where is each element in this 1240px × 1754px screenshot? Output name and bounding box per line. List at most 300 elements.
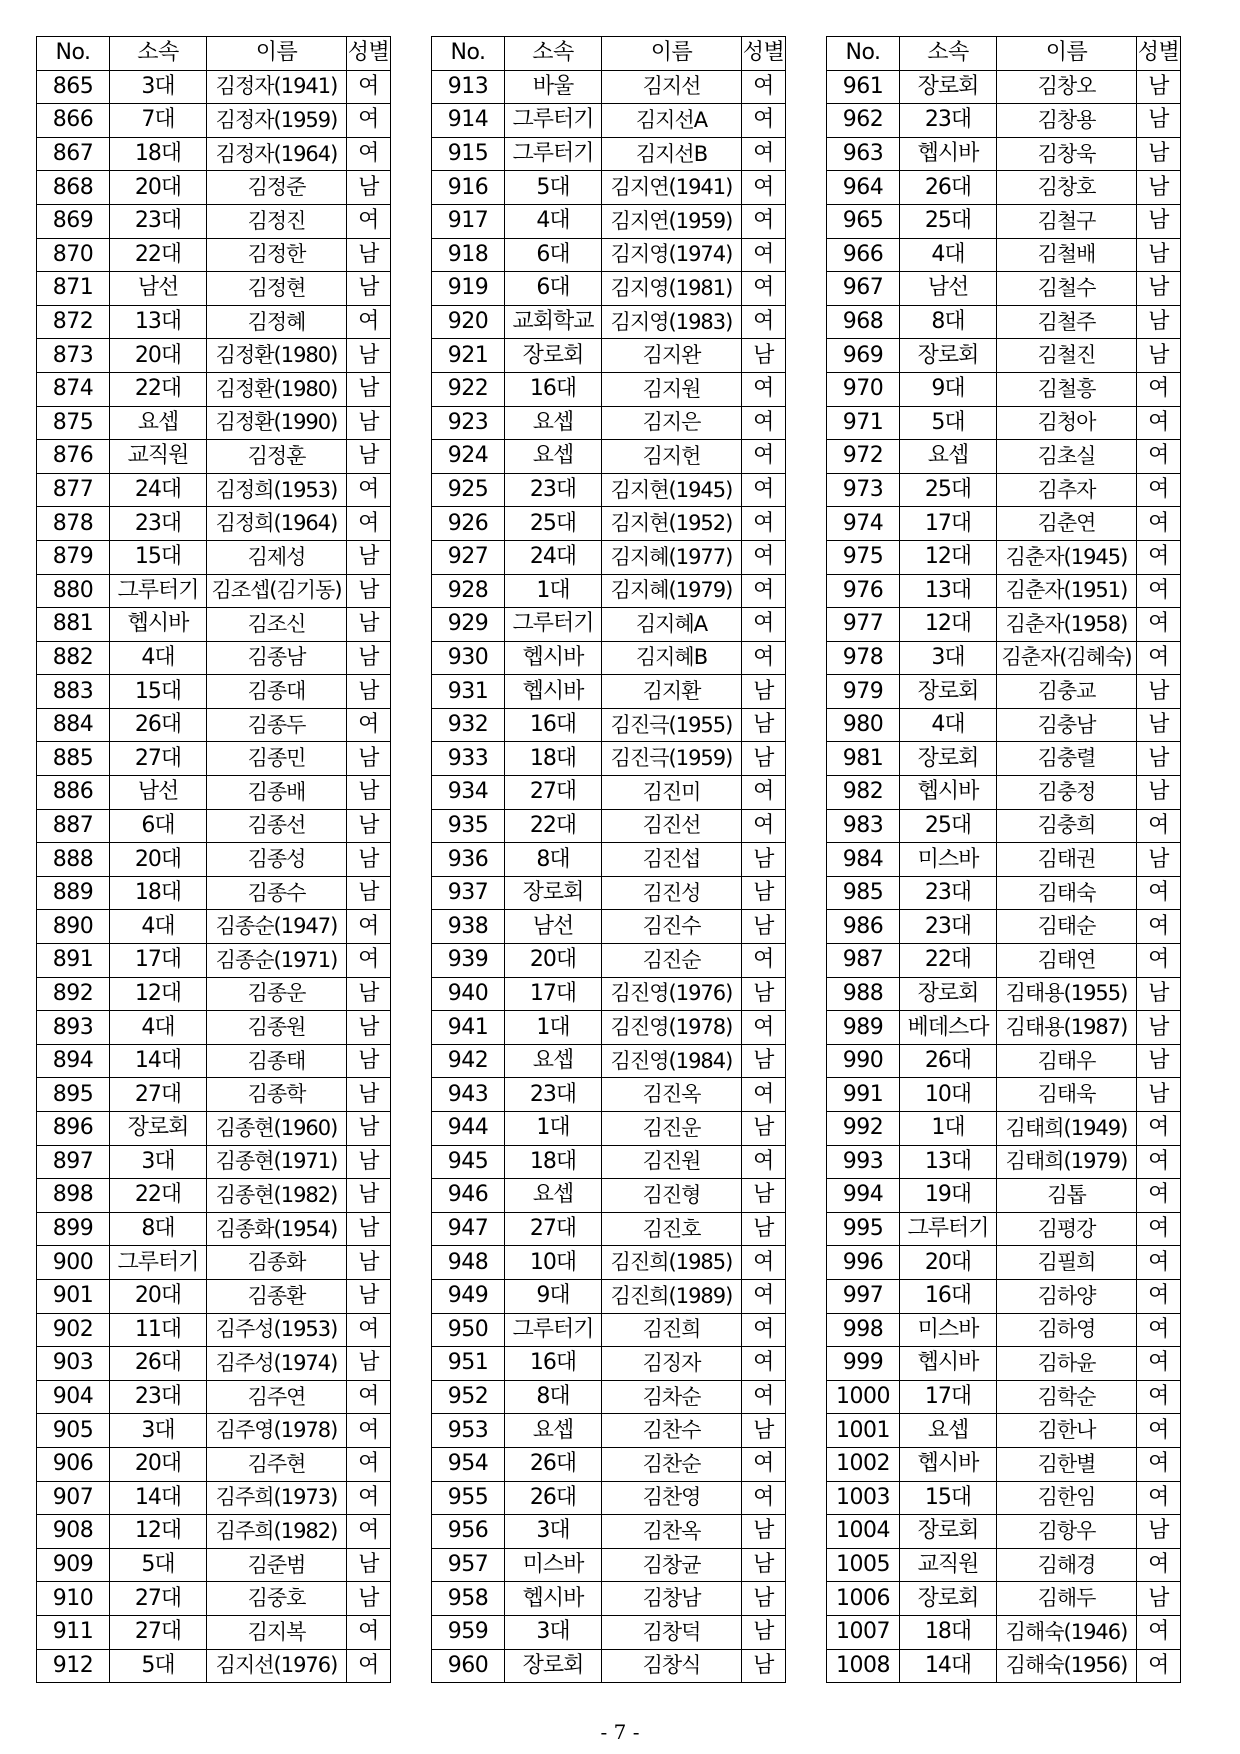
cell-name: 김태용(1987)	[997, 1011, 1137, 1045]
cell-affiliation: 23대	[900, 104, 997, 138]
cell-affiliation: 장로회	[900, 1582, 997, 1616]
cell-gender: 남	[1137, 137, 1181, 171]
cell-no: 961	[827, 70, 900, 104]
table-row	[37, 1380, 391, 1414]
cell-affiliation: 미스바	[900, 843, 997, 877]
table-row	[827, 507, 1181, 541]
table-row	[37, 876, 391, 910]
cell-gender: 여	[1137, 1279, 1181, 1313]
cell-gender: 남	[1137, 1044, 1181, 1078]
header-row	[827, 37, 1181, 71]
cell-name: 김진선	[602, 809, 742, 843]
cell-affiliation: 22대	[110, 238, 207, 272]
cell-name: 김지은	[602, 406, 742, 440]
cell-affiliation: 24대	[505, 540, 602, 574]
cell-gender: 여	[347, 70, 391, 104]
cell-affiliation: 미스바	[900, 1313, 997, 1347]
table-row	[432, 171, 786, 205]
cell-name: 김철흥	[997, 372, 1137, 406]
table-row	[432, 977, 786, 1011]
cell-gender: 남	[1137, 238, 1181, 272]
cell-no: 865	[37, 70, 110, 104]
cell-affiliation: 장로회	[505, 339, 602, 373]
cell-gender: 여	[347, 1649, 391, 1683]
cell-affiliation: 22대	[505, 809, 602, 843]
cell-no: 943	[432, 1078, 505, 1112]
table-row	[37, 1212, 391, 1246]
cell-affiliation: 15대	[110, 540, 207, 574]
table-row	[37, 1481, 391, 1515]
table-row	[432, 1347, 786, 1381]
table-row	[432, 1649, 786, 1683]
cell-affiliation: 3대	[505, 1515, 602, 1549]
table-row	[432, 1548, 786, 1582]
cell-affiliation: 26대	[505, 1481, 602, 1515]
cell-affiliation: 22대	[900, 944, 997, 978]
cell-name: 김지현(1952)	[602, 507, 742, 541]
cell-affiliation: 23대	[505, 1078, 602, 1112]
cell-no: 872	[37, 305, 110, 339]
cell-name: 김정현	[207, 272, 347, 306]
cell-no: 962	[827, 104, 900, 138]
cell-no: 922	[432, 372, 505, 406]
cell-no: 918	[432, 238, 505, 272]
table-row	[432, 1212, 786, 1246]
cell-name: 김진원	[602, 1145, 742, 1179]
table-row	[827, 440, 1181, 474]
cell-gender: 여	[742, 809, 786, 843]
cell-no: 883	[37, 675, 110, 709]
table-row	[432, 1246, 786, 1280]
table-row	[827, 1212, 1181, 1246]
table-row	[37, 1582, 391, 1616]
cell-no: 963	[827, 137, 900, 171]
cell-affiliation: 1대	[505, 1112, 602, 1146]
cell-name: 김한나	[997, 1414, 1137, 1448]
cell-name: 김창균	[602, 1548, 742, 1582]
cell-affiliation: 4대	[110, 1011, 207, 1045]
cell-gender: 여	[347, 1414, 391, 1448]
cell-name: 김진순	[602, 944, 742, 978]
cell-affiliation: 13대	[900, 574, 997, 608]
cell-affiliation: 요셉	[505, 1044, 602, 1078]
cell-affiliation: 23대	[900, 910, 997, 944]
table-row	[827, 742, 1181, 776]
cell-gender: 남	[347, 339, 391, 373]
cell-no: 891	[37, 944, 110, 978]
cell-gender: 여	[742, 1447, 786, 1481]
cell-no: 953	[432, 1414, 505, 1448]
cell-affiliation: 헵시바	[505, 1582, 602, 1616]
cell-no: 934	[432, 776, 505, 810]
cell-affiliation: 5대	[505, 171, 602, 205]
cell-gender: 여	[1137, 1246, 1181, 1280]
cell-no: 868	[37, 171, 110, 205]
cell-gender: 여	[1137, 1548, 1181, 1582]
table-row	[37, 305, 391, 339]
cell-name: 김추자	[997, 473, 1137, 507]
cell-gender: 남	[347, 574, 391, 608]
cell-affiliation: 6대	[505, 272, 602, 306]
cell-no: 920	[432, 305, 505, 339]
cell-no: 975	[827, 540, 900, 574]
cell-affiliation: 20대	[110, 1447, 207, 1481]
cell-name: 김창오	[997, 70, 1137, 104]
cell-affiliation: 17대	[900, 507, 997, 541]
header-name: 이름	[602, 37, 742, 71]
table-row	[37, 1548, 391, 1582]
table-row	[827, 1380, 1181, 1414]
cell-affiliation: 6대	[110, 809, 207, 843]
table-row	[37, 1515, 391, 1549]
cell-name: 김창식	[602, 1649, 742, 1683]
cell-no: 946	[432, 1179, 505, 1213]
table-row	[827, 406, 1181, 440]
table-row	[432, 1615, 786, 1649]
cell-name: 김주희(1973)	[207, 1481, 347, 1515]
cell-no: 910	[37, 1582, 110, 1616]
cell-gender: 남	[347, 843, 391, 877]
cell-gender: 남	[742, 742, 786, 776]
cell-gender: 남	[1137, 1078, 1181, 1112]
cell-gender: 여	[1137, 641, 1181, 675]
table-row	[37, 440, 391, 474]
table-row	[827, 238, 1181, 272]
cell-no: 998	[827, 1313, 900, 1347]
cell-name: 김해경	[997, 1548, 1137, 1582]
cell-no: 924	[432, 440, 505, 474]
cell-gender: 남	[347, 1112, 391, 1146]
cell-affiliation: 그루터기	[110, 1246, 207, 1280]
cell-name: 김진수	[602, 910, 742, 944]
cell-name: 김태순	[997, 910, 1137, 944]
table-row	[432, 776, 786, 810]
table-row	[37, 1246, 391, 1280]
cell-affiliation: 미스바	[505, 1548, 602, 1582]
table-row	[827, 608, 1181, 642]
header-gender: 성별	[742, 37, 786, 71]
table-row	[432, 1011, 786, 1045]
cell-affiliation: 12대	[110, 977, 207, 1011]
cell-gender: 여	[742, 574, 786, 608]
cell-gender: 남	[347, 641, 391, 675]
cell-affiliation: 18대	[110, 876, 207, 910]
cell-affiliation: 3대	[110, 1414, 207, 1448]
cell-gender: 여	[347, 305, 391, 339]
cell-name: 김지영(1981)	[602, 272, 742, 306]
cell-affiliation: 1대	[505, 574, 602, 608]
table-row	[37, 473, 391, 507]
cell-no: 956	[432, 1515, 505, 1549]
cell-no: 875	[37, 406, 110, 440]
cell-no: 981	[827, 742, 900, 776]
cell-gender: 여	[1137, 406, 1181, 440]
cell-gender: 여	[347, 1515, 391, 1549]
cell-name: 김종성	[207, 843, 347, 877]
cell-name: 김지완	[602, 339, 742, 373]
cell-no: 928	[432, 574, 505, 608]
cell-name: 김찬영	[602, 1481, 742, 1515]
cell-affiliation: 교직원	[900, 1548, 997, 1582]
cell-gender: 남	[742, 1212, 786, 1246]
table-row	[37, 776, 391, 810]
cell-no: 911	[37, 1615, 110, 1649]
cell-name: 김정자(1941)	[207, 70, 347, 104]
table-row	[432, 944, 786, 978]
cell-affiliation: 27대	[110, 1078, 207, 1112]
cell-affiliation: 요셉	[505, 1179, 602, 1213]
cell-gender: 여	[1137, 910, 1181, 944]
cell-affiliation: 장로회	[900, 675, 997, 709]
cell-gender: 남	[1137, 171, 1181, 205]
cell-name: 김진영(1984)	[602, 1044, 742, 1078]
cell-name: 김창욱	[997, 137, 1137, 171]
cell-no: 940	[432, 977, 505, 1011]
table-row	[827, 1447, 1181, 1481]
cell-gender: 남	[347, 608, 391, 642]
cell-gender: 여	[347, 507, 391, 541]
table-row	[827, 1246, 1181, 1280]
table-row	[827, 272, 1181, 306]
cell-affiliation: 26대	[110, 1347, 207, 1381]
cell-name: 김춘자(1945)	[997, 540, 1137, 574]
header-affiliation: 소속	[505, 37, 602, 71]
cell-no: 916	[432, 171, 505, 205]
cell-gender: 남	[347, 406, 391, 440]
cell-name: 김진섭	[602, 843, 742, 877]
cell-name: 김찬수	[602, 1414, 742, 1448]
cell-gender: 여	[1137, 1380, 1181, 1414]
cell-gender: 여	[347, 104, 391, 138]
table-row	[432, 1414, 786, 1448]
cell-no: 876	[37, 440, 110, 474]
cell-name: 김춘자(1958)	[997, 608, 1137, 642]
cell-gender: 여	[742, 1347, 786, 1381]
cell-gender: 여	[742, 137, 786, 171]
cell-name: 김종현(1960)	[207, 1112, 347, 1146]
cell-name: 김종현(1982)	[207, 1179, 347, 1213]
cell-no: 983	[827, 809, 900, 843]
cell-gender: 여	[1137, 809, 1181, 843]
cell-gender: 여	[742, 473, 786, 507]
cell-gender: 여	[347, 204, 391, 238]
cell-affiliation: 장로회	[900, 977, 997, 1011]
cell-name: 김지헌	[602, 440, 742, 474]
cell-affiliation: 26대	[900, 1044, 997, 1078]
cell-name: 김지혜B	[602, 641, 742, 675]
cell-affiliation: 장로회	[505, 1649, 602, 1683]
cell-gender: 남	[742, 1548, 786, 1582]
cell-affiliation: 요셉	[505, 1414, 602, 1448]
table-row	[37, 1078, 391, 1112]
cell-no: 969	[827, 339, 900, 373]
table-row	[432, 910, 786, 944]
cell-gender: 남	[347, 372, 391, 406]
cell-gender: 여	[1137, 876, 1181, 910]
cell-gender: 남	[347, 776, 391, 810]
cell-gender: 여	[742, 776, 786, 810]
table-row	[827, 1313, 1181, 1347]
table-row	[432, 70, 786, 104]
cell-affiliation: 25대	[900, 204, 997, 238]
cell-gender: 여	[1137, 1481, 1181, 1515]
cell-gender: 남	[347, 742, 391, 776]
cell-name: 김철진	[997, 339, 1137, 373]
cell-gender: 여	[1137, 1212, 1181, 1246]
cell-no: 869	[37, 204, 110, 238]
table-row	[432, 406, 786, 440]
cell-gender: 남	[742, 910, 786, 944]
cell-affiliation: 26대	[110, 708, 207, 742]
cell-no: 927	[432, 540, 505, 574]
cell-gender: 여	[742, 641, 786, 675]
cell-name: 김종운	[207, 977, 347, 1011]
cell-name: 김찬옥	[602, 1515, 742, 1549]
cell-no: 912	[37, 1649, 110, 1683]
cell-gender: 여	[1137, 1649, 1181, 1683]
cell-gender: 여	[347, 708, 391, 742]
cell-affiliation: 헵시바	[505, 641, 602, 675]
cell-affiliation: 헵시바	[900, 137, 997, 171]
cell-affiliation: 그루터기	[110, 574, 207, 608]
table-row	[37, 238, 391, 272]
table-row	[37, 1044, 391, 1078]
table-row	[37, 1414, 391, 1448]
cell-name: 김지원	[602, 372, 742, 406]
cell-affiliation: 23대	[110, 1380, 207, 1414]
cell-name: 김종학	[207, 1078, 347, 1112]
cell-name: 김한별	[997, 1447, 1137, 1481]
table-row	[37, 641, 391, 675]
cell-gender: 남	[347, 675, 391, 709]
cell-affiliation: 17대	[110, 944, 207, 978]
table-row	[432, 1515, 786, 1549]
cell-name: 김주현	[207, 1447, 347, 1481]
cell-affiliation: 20대	[110, 339, 207, 373]
cell-gender: 남	[347, 876, 391, 910]
table-row	[827, 1112, 1181, 1146]
cell-no: 907	[37, 1481, 110, 1515]
cell-gender: 여	[742, 540, 786, 574]
cell-affiliation: 요셉	[900, 1414, 997, 1448]
cell-no: 999	[827, 1347, 900, 1381]
cell-no: 1005	[827, 1548, 900, 1582]
cell-name: 김주영(1978)	[207, 1414, 347, 1448]
cell-affiliation: 15대	[900, 1481, 997, 1515]
cell-no: 937	[432, 876, 505, 910]
table-row	[37, 171, 391, 205]
cell-affiliation: 20대	[505, 944, 602, 978]
cell-affiliation: 17대	[505, 977, 602, 1011]
table-row	[827, 1347, 1181, 1381]
cell-name: 김종현(1971)	[207, 1145, 347, 1179]
cell-no: 867	[37, 137, 110, 171]
cell-no: 899	[37, 1212, 110, 1246]
cell-no: 972	[827, 440, 900, 474]
cell-no: 960	[432, 1649, 505, 1683]
cell-name: 김정한	[207, 238, 347, 272]
cell-no: 1000	[827, 1380, 900, 1414]
cell-gender: 남	[742, 1179, 786, 1213]
table-row	[432, 1380, 786, 1414]
cell-name: 김평강	[997, 1212, 1137, 1246]
table-row	[432, 608, 786, 642]
cell-gender: 여	[1137, 540, 1181, 574]
cell-gender: 남	[347, 238, 391, 272]
table-row	[37, 1347, 391, 1381]
table-row	[827, 574, 1181, 608]
cell-name: 김종배	[207, 776, 347, 810]
cell-affiliation: 8대	[900, 305, 997, 339]
cell-name: 김하영	[997, 1313, 1137, 1347]
cell-gender: 남	[742, 339, 786, 373]
cell-no: 973	[827, 473, 900, 507]
cell-affiliation: 장로회	[110, 1112, 207, 1146]
cell-no: 980	[827, 708, 900, 742]
cell-no: 895	[37, 1078, 110, 1112]
cell-affiliation: 23대	[110, 507, 207, 541]
cell-name: 김주연	[207, 1380, 347, 1414]
cell-no: 993	[827, 1145, 900, 1179]
cell-name: 김진미	[602, 776, 742, 810]
cell-gender: 여	[742, 406, 786, 440]
cell-gender: 남	[1137, 977, 1181, 1011]
table-row	[37, 406, 391, 440]
cell-name: 김지영(1983)	[602, 305, 742, 339]
table-row	[37, 1649, 391, 1683]
cell-no: 886	[37, 776, 110, 810]
cell-affiliation: 헵시바	[110, 608, 207, 642]
cell-no: 908	[37, 1515, 110, 1549]
cell-no: 944	[432, 1112, 505, 1146]
cell-affiliation: 헵시바	[900, 1447, 997, 1481]
cell-no: 1001	[827, 1414, 900, 1448]
cell-gender: 남	[1137, 742, 1181, 776]
cell-affiliation: 25대	[900, 473, 997, 507]
cell-no: 1002	[827, 1447, 900, 1481]
cell-affiliation: 27대	[110, 742, 207, 776]
cell-affiliation: 4대	[900, 708, 997, 742]
cell-affiliation: 12대	[900, 608, 997, 642]
table-row	[432, 238, 786, 272]
cell-name: 김종선	[207, 809, 347, 843]
table-row	[37, 708, 391, 742]
table-row	[432, 742, 786, 776]
cell-name: 김종환	[207, 1279, 347, 1313]
table-row	[827, 1044, 1181, 1078]
cell-name: 김태희(1949)	[997, 1112, 1137, 1146]
table-row	[432, 540, 786, 574]
cell-no: 929	[432, 608, 505, 642]
cell-gender: 남	[347, 1279, 391, 1313]
roster-table-3	[826, 36, 1181, 1683]
cell-no: 914	[432, 104, 505, 138]
cell-gender: 여	[742, 238, 786, 272]
cell-affiliation: 8대	[110, 1212, 207, 1246]
table-row	[37, 675, 391, 709]
cell-no: 905	[37, 1414, 110, 1448]
cell-gender: 여	[1137, 1179, 1181, 1213]
cell-name: 김진형	[602, 1179, 742, 1213]
cell-affiliation: 13대	[900, 1145, 997, 1179]
cell-name: 김지혜(1979)	[602, 574, 742, 608]
table-row	[432, 843, 786, 877]
cell-name: 김태권	[997, 843, 1137, 877]
cell-no: 941	[432, 1011, 505, 1045]
cell-no: 974	[827, 507, 900, 541]
cell-name: 김종원	[207, 1011, 347, 1045]
cell-name: 김진희(1985)	[602, 1246, 742, 1280]
